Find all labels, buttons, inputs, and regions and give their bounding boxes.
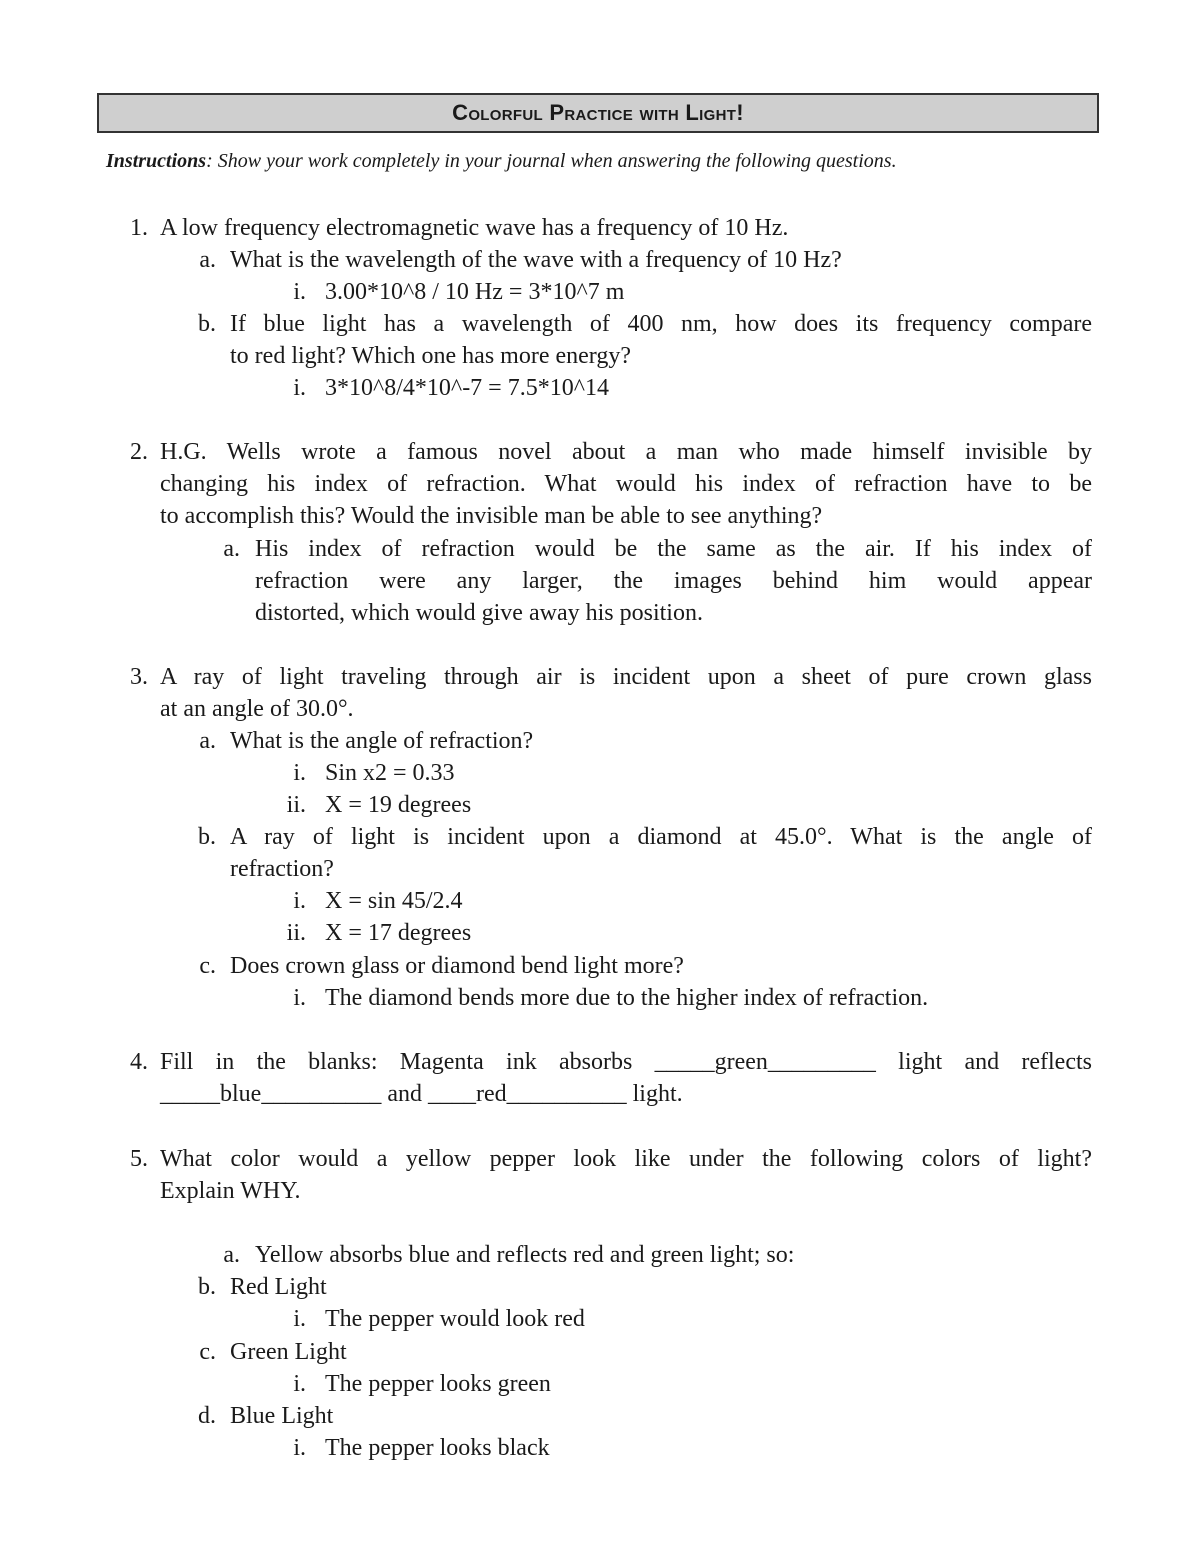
- q3a-marker: a.: [199, 728, 216, 754]
- q2a-line2: refraction were any larger, the images behind him would appear: [255, 568, 1092, 594]
- q1b-line2: to red light? Which one has more energy?: [230, 343, 631, 369]
- q5c-marker: c.: [199, 1339, 216, 1365]
- q3a-i-marker: i.: [293, 760, 306, 786]
- q3c-i-text: The diamond bends more due to the higher index of refraction.: [325, 985, 929, 1011]
- q2a-marker: a.: [223, 536, 240, 562]
- q5b-marker: b.: [198, 1274, 216, 1300]
- q3b-marker: b.: [198, 824, 216, 850]
- q2a-line3: distorted, which would give away his position.: [255, 600, 703, 626]
- q3b-i-text: X = sin 45/2.4: [325, 888, 463, 914]
- q4-line2: _____blue__________ and ____red__________ light.: [160, 1081, 683, 1107]
- q1-text: A low frequency electromagnetic wave has a frequency of 10 Hz.: [160, 215, 789, 241]
- q5b-text: Red Light: [230, 1274, 327, 1300]
- q5a-marker: a.: [223, 1242, 240, 1268]
- q1a-i-text: 3.00*10^8 / 10 Hz = 3*10^7 m: [325, 279, 625, 305]
- page-title: Colorful Practice with Light!: [452, 100, 744, 125]
- title-banner: [97, 93, 1099, 133]
- q3-line1: A ray of light traveling through air is incident upon a sheet of pure crown glass: [160, 664, 1092, 690]
- q5c-i-marker: i.: [293, 1371, 306, 1397]
- q3b-line2: refraction?: [230, 856, 334, 882]
- q5c-text: Green Light: [230, 1339, 347, 1365]
- q3c-marker: c.: [199, 953, 216, 979]
- q2-line3: to accomplish this? Would the invisible man be able to see anything?: [160, 503, 823, 529]
- q3c-i-marker: i.: [293, 985, 306, 1011]
- q5d-text: Blue Light: [230, 1403, 334, 1429]
- q1b-marker: b.: [198, 311, 216, 337]
- q5b-i-marker: i.: [293, 1306, 306, 1332]
- q1b-line1: If blue light has a wavelength of 400 nm, how does its frequency compare: [230, 311, 1092, 337]
- q5-line2: Explain WHY.: [160, 1178, 301, 1204]
- q3c-text: Does crown glass or diamond bend light more?: [230, 953, 684, 979]
- q3b-line1: A ray of light is incident upon a diamond at 45.0°. What is the angle of: [230, 824, 1092, 850]
- q1a-i-marker: i.: [293, 279, 306, 305]
- q1b-i-marker: i.: [293, 375, 306, 401]
- q5d-i-text: The pepper looks black: [325, 1435, 550, 1461]
- q3b-ii-marker: ii.: [286, 920, 306, 946]
- q2-number: 2.: [130, 439, 148, 465]
- q4-number: 4.: [130, 1049, 148, 1075]
- q3b-i-marker: i.: [293, 888, 306, 914]
- q5c-i-text: The pepper looks green: [325, 1371, 551, 1397]
- q3-number: 3.: [130, 664, 148, 690]
- q1a-text: What is the wavelength of the wave with a frequency of 10 Hz?: [230, 247, 842, 273]
- q5d-marker: d.: [198, 1403, 216, 1429]
- q3a-text: What is the angle of refraction?: [230, 728, 534, 754]
- q3a-ii-marker: ii.: [286, 792, 306, 818]
- q2-line1: H.G. Wells wrote a famous novel about a man who made himself invisible by: [160, 439, 1092, 465]
- q2-line2: changing his index of refraction. What would his index of refraction have to be: [160, 471, 1092, 497]
- q5b-i-text: The pepper would look red: [325, 1306, 585, 1332]
- q1a-marker: a.: [199, 247, 216, 273]
- q1-number: 1.: [130, 215, 148, 241]
- q5a-text: Yellow absorbs blue and reflects red and green light; so:: [255, 1242, 795, 1268]
- q5-number: 5.: [130, 1146, 148, 1172]
- q3a-i-text: Sin x2 = 0.33: [325, 760, 455, 786]
- q5-line1: What color would a yellow pepper look like under the following colors of light?: [160, 1146, 1092, 1172]
- instructions-text: : Show your work completely in your journal when answering the following questions.: [206, 150, 897, 172]
- instructions: [106, 150, 1106, 173]
- instructions-label: Instructions: [106, 150, 207, 172]
- q5d-i-marker: i.: [293, 1435, 306, 1461]
- q3-line2: at an angle of 30.0°.: [160, 696, 354, 722]
- q3b-ii-text: X = 17 degrees: [325, 920, 472, 946]
- q3a-ii-text: X = 19 degrees: [325, 792, 472, 818]
- q2a-line1: His index of refraction would be the same as the air. If his index of: [255, 536, 1092, 562]
- q1b-i-text: 3*10^8/4*10^-7 = 7.5*10^14: [325, 375, 609, 401]
- q4-line1: Fill in the blanks: Magenta ink absorbs _____green_________ light and reflects: [160, 1049, 1092, 1075]
